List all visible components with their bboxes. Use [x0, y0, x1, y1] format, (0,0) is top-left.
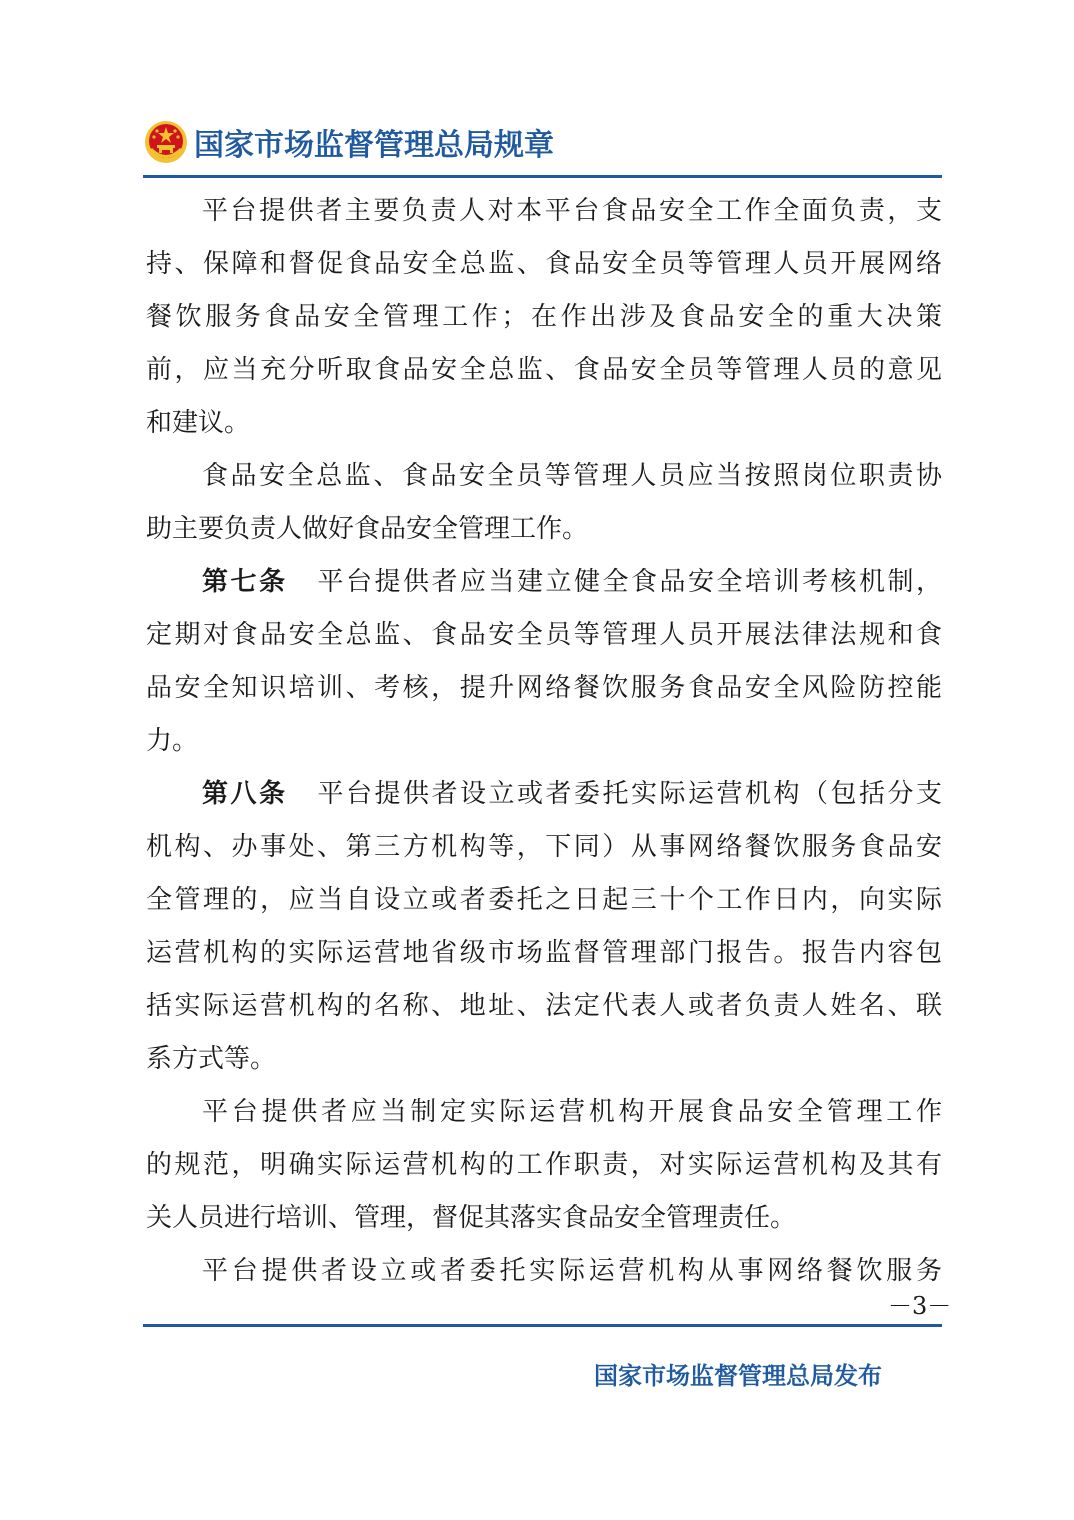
paragraph-line: 力。: [146, 726, 199, 756]
article-8-label: 第八条: [202, 779, 288, 809]
article-8-text: 平台提供者设立或者委托实际运营机构（包括分支: [317, 779, 942, 809]
paragraph-line: 定期对食品安全总监、食品安全员等管理人员开展法律法规和食: [146, 620, 942, 650]
paragraph-line: 食品安全总监、食品安全员等管理人员应当按照岗位职责协: [202, 461, 942, 491]
paragraph-line: 全管理的，应当自设立或者委托之日起三十个工作日内，向实际: [146, 885, 942, 915]
document-body: [146, 185, 942, 1298]
article-7-line: [146, 556, 942, 609]
paragraph-line: 平台提供者应当制定实际运营机构开展食品安全管理工作: [202, 1097, 942, 1127]
paragraph-line: 的规范，明确实际运营机构的工作职责，对实际运营机构及其有: [146, 1150, 942, 1180]
national-emblem-icon: [144, 120, 188, 164]
article-7-label: 第七条: [202, 567, 288, 597]
paragraph-line: 助主要负责人做好食品安全管理工作。: [146, 514, 589, 544]
paragraph-line: 机构、办事处、第三方机构等，下同）从事网络餐饮服务食品安: [146, 832, 942, 862]
paragraph-line: 平台提供者设立或者委托实际运营机构从事网络餐饮服务: [202, 1256, 942, 1286]
paragraph-line: 前，应当充分听取食品安全总监、食品安全员等管理人员的意见: [146, 355, 942, 385]
header-title: 国家市场监督管理总局规章: [194, 128, 554, 163]
article-7-text: 平台提供者应当建立健全食品安全培训考核机制，: [317, 567, 942, 597]
paragraph-line: 关人员进行培训、管理，督促其落实食品安全管理责任。: [146, 1203, 797, 1233]
paragraph-line: 餐饮服务食品安全管理工作；在作出涉及食品安全的重大决策: [146, 302, 942, 332]
paragraph-line: 品安全知识培训、考核，提升网络餐饮服务食品安全风险防控能: [146, 673, 942, 703]
footer-divider: [143, 1324, 942, 1327]
paragraph-line: 持、保障和督促食品安全总监、食品安全员等管理人员开展网络: [146, 249, 942, 279]
page-number: －3－: [888, 1292, 952, 1320]
paragraph-line: 系方式等。: [146, 1044, 277, 1074]
page-header: [144, 118, 554, 166]
paragraph-line: 和建议。: [146, 408, 251, 438]
paragraph-line: 括实际运营机构的名称、地址、法定代表人或者负责人姓名、联: [146, 991, 942, 1021]
paragraph-line: 运营机构的实际运营地省级市场监督管理部门报告。报告内容包: [146, 938, 942, 968]
article-8-line: [146, 768, 942, 821]
footer-publisher: 国家市场监督管理总局发布: [594, 1362, 882, 1390]
header-divider: [143, 175, 942, 178]
paragraph-line: 平台提供者主要负责人对本平台食品安全工作全面负责，支: [202, 196, 942, 226]
